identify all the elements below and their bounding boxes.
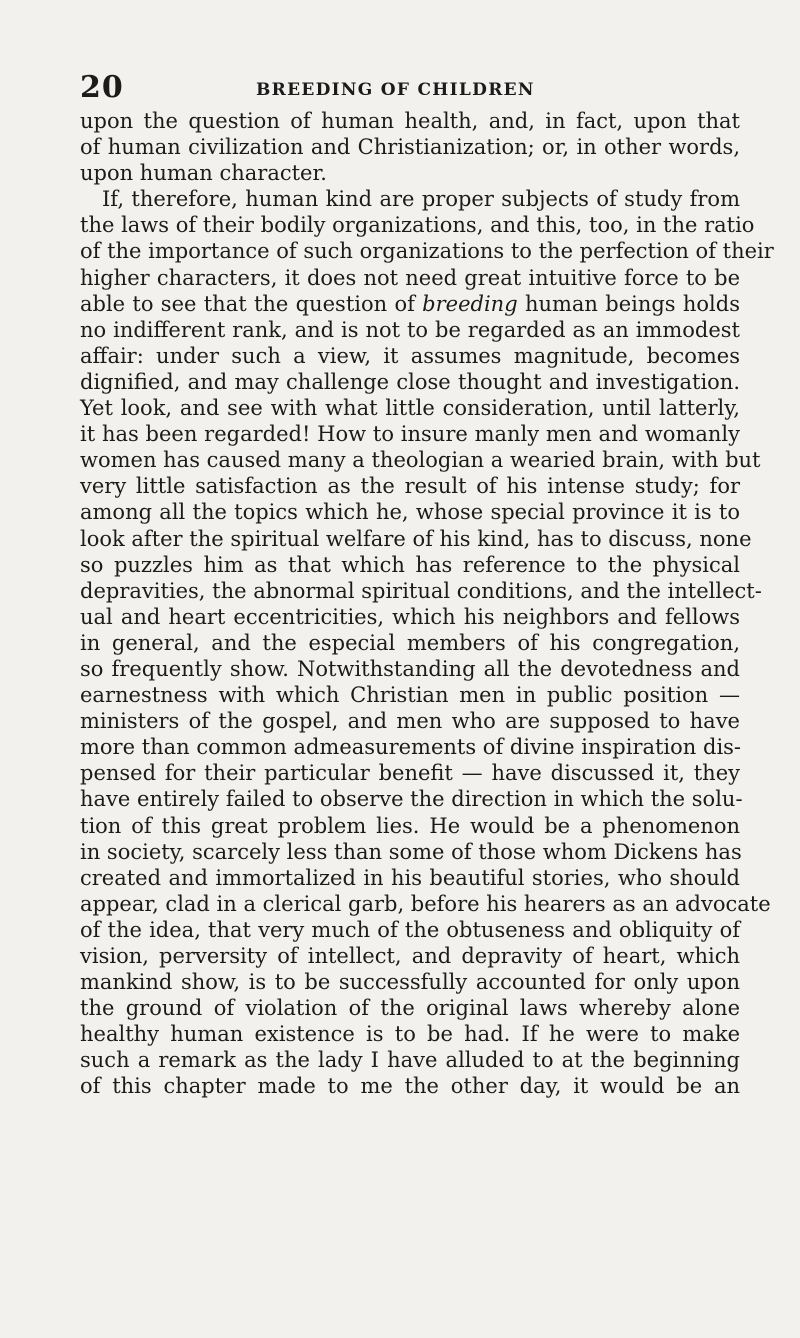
text-line: vision, perversity of intellect, and depravity of heart, which: [80, 944, 740, 968]
text-line: so frequently show. Notwithstanding all the devotedness and: [80, 656, 740, 681]
text-line: among all the topics which he, whose special province it is to: [80, 500, 740, 525]
text-line: mankind show, is to be successfully accounted for only upon: [80, 970, 740, 995]
text-line: more than common admeasurements of divine inspiration dis-: [80, 735, 742, 760]
text-line: look after the spiritual welfare of his kind, has to discuss, none: [80, 526, 752, 551]
text-segment: human beings holds: [517, 291, 740, 316]
text-line: so puzzles him as that which has reference to the physical: [80, 552, 740, 577]
text-line: of the idea, that very much of the obtuseness and obliquity of: [80, 917, 740, 942]
text-line: no indifferent rank, and is not to be regarded as an immodest: [80, 317, 740, 342]
text-line: of human civilization and Christianization; or, in other words,: [80, 135, 740, 160]
text-line: affair: under such a view, it assumes magnitude, becomes: [80, 343, 740, 368]
text-line: upon the question of human health, and, in fact, upon that: [80, 109, 740, 133]
text-line: it has been regarded! How to insure manly men and womanly: [80, 422, 740, 447]
text-line: Yet look, and see with what little consideration, until latterly,: [80, 396, 740, 421]
body-text: [80, 108, 774, 1100]
text-line: ual and heart eccentricities, which his neighbors and fellows: [80, 604, 740, 629]
text-line: the ground of violation of the original laws whereby alone: [80, 996, 740, 1021]
text-line: depravities, the abnormal spiritual conditions, and the intellect-: [80, 578, 762, 603]
text-line: tion of this great problem lies. He would be a phenomenon: [80, 813, 740, 838]
text-line: in general, and the especial members of his congregation,: [80, 630, 740, 655]
text-segment: able to see that the question of: [80, 291, 423, 316]
text-line: very little satisfaction as the result of his intense study; for: [80, 474, 740, 499]
text-line: women has caused many a theologian a wearied brain, with but: [80, 448, 761, 473]
text-line: appear, clad in a clerical garb, before his hearers as an advocate: [80, 891, 771, 916]
text-line: such a remark as the lady I have alluded to at the beginning: [80, 1048, 740, 1073]
text-line: dignified, and may challenge close thought and investigation.: [80, 369, 740, 394]
text-line: have entirely failed to observe the direction in which the solu-: [80, 787, 743, 812]
text-line: upon human character.: [80, 161, 327, 186]
text-line: in society, scarcely less than some of those whom Dickens has: [80, 839, 742, 864]
text-line: created and immortalized in his beautiful stories, who should: [80, 865, 740, 890]
running-title: BREEDING OF CHILDREN: [256, 80, 535, 100]
text-line: the laws of their bodily organizations, and this, too, in the ratio: [80, 213, 755, 238]
italic-word: breeding: [422, 291, 518, 316]
text-line-with-italic: [80, 291, 740, 317]
page-number: 20: [80, 70, 124, 105]
text-line: higher characters, it does not need great intuitive force to be: [80, 265, 740, 290]
running-head: [80, 70, 740, 106]
text-line: of the importance of such organizations to the perfection of their: [80, 239, 774, 264]
text-line: of this chapter made to me the other day, it would be an: [80, 1074, 740, 1099]
text-line: ministers of the gospel, and men who are supposed to have: [80, 709, 740, 734]
text-line: If, therefore, human kind are proper subjects of study from: [102, 187, 740, 212]
text-line: earnestness with which Christian men in public position —: [80, 683, 740, 708]
text-line: healthy human existence is to be had. If he were to make: [80, 1022, 740, 1047]
text-line: pensed for their particular benefit — have discussed it, they: [80, 761, 740, 786]
